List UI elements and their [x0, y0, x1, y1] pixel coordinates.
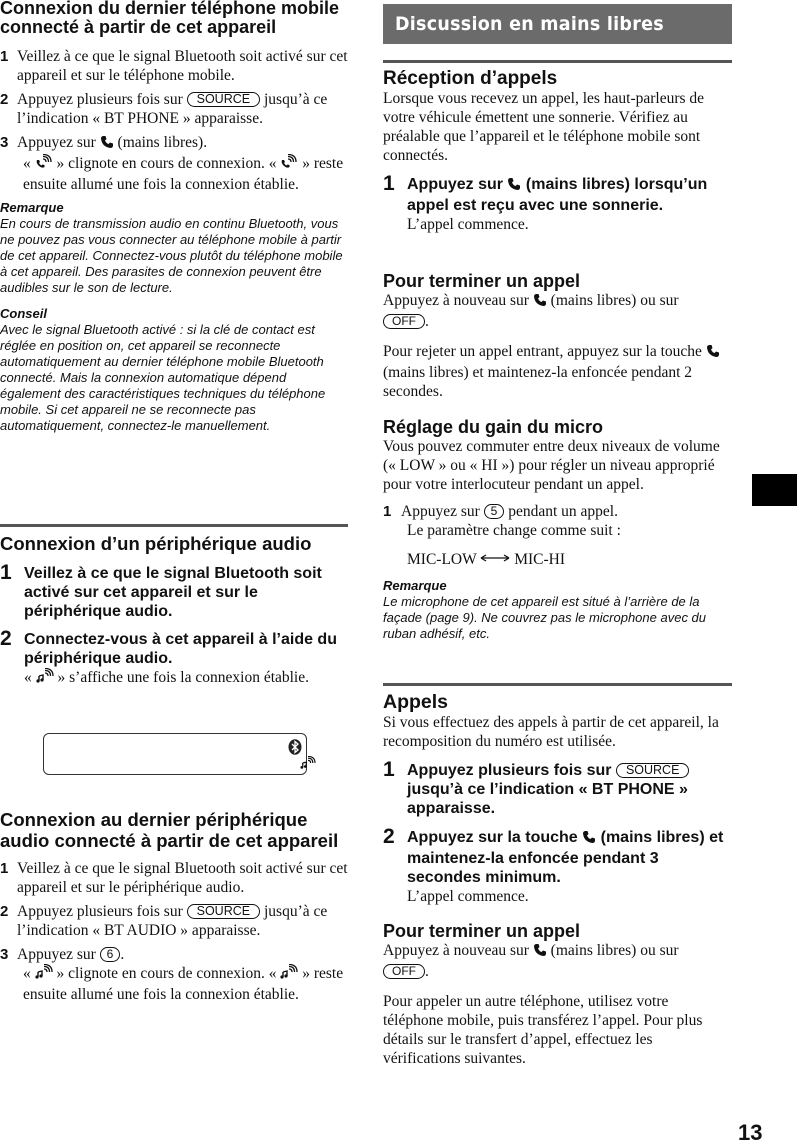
phone-icon: [706, 344, 720, 363]
section-last-audio: [0, 809, 348, 1004]
page-number: 13: [738, 1120, 763, 1145]
section-title: Réglage du gain du micro: [383, 417, 604, 437]
section-banner: Discussion en mains libres: [383, 4, 732, 44]
audio-connection-icon: [280, 964, 298, 985]
key-5: 5: [484, 504, 505, 519]
step-2: 2 Appuyez plusieurs fois sur SOURCE jusqu’à ce l’indication « BT AUDIO » apparaisse.: [0, 903, 328, 939]
audio-connection-icon: [300, 756, 316, 775]
step-1: 1 Appuyez sur (mains libres) lorsqu’un appel est reçu avec une sonnerie. L’appel commence.: [383, 172, 708, 233]
phone-icon: [507, 177, 521, 196]
section-last-phone: [0, 0, 348, 434]
step-1: 1 Veillez à ce que le signal Bluetooth soit activé sur cet appareil et sur le périphérique audio.: [0, 860, 348, 896]
source-key: SOURCE: [616, 763, 689, 778]
off-key: OFF: [383, 964, 425, 979]
phone-icon: [533, 293, 547, 312]
phone-connection-icon: [280, 154, 298, 175]
phone-icon: [582, 830, 596, 849]
section-title: Connexion d’un périphérique audio: [0, 533, 312, 554]
key-6: 6: [100, 947, 121, 962]
step-2: 2 Appuyez sur la touche (mains libres) et maintenez-la enfoncée pendant 3 secondes minimum. L’appel commence.: [383, 825, 724, 905]
phone-icon: [100, 135, 114, 154]
chapter-tab: [752, 474, 797, 506]
section-calls: Appels Si vous effectuez des appels à partir de cet appareil, la recomposition du numéro est utilisée. 1 Appuyez plusieurs fois sur SOURCE jusqu’à ce l’indication « BT PHONE » apparaisse. 2 Appuyez sur la touche (mains libres) et maintenez-la enfoncée pendant 3 secondes minimum. L’appel commence.: [383, 692, 732, 906]
step-2: 2 Appuyez plusieurs fois sur SOURCE jusqu’à ce l’indication « BT PHONE » apparaisse.: [0, 91, 328, 127]
source-key: SOURCE: [187, 904, 260, 919]
section-audio-device: [0, 533, 348, 689]
section-title: Réception d’appels: [383, 68, 558, 89]
audio-connection-icon: [35, 964, 53, 985]
display-illustration: [43, 733, 307, 775]
step-1: 1 Veillez à ce que le signal Bluetooth soit activé sur cet appareil et sur le téléphone mobile.: [0, 48, 348, 84]
off-key: OFF: [383, 314, 425, 329]
section-title: Connexion au dernier périphérique audio connecté à partir de cet appareil: [0, 809, 339, 851]
step-2: 2 Connectez-vous à cet appareil à l’aide du périphérique audio. « » s’affiche une fois la connexion établie.: [0, 630, 348, 689]
audio-connection-icon: [36, 668, 54, 689]
remark: Remarque En cours de transmission audio en continu Bluetooth, vous ne pouvez pas vous connecter au téléphone mobile à partir de cet appareil. Connectez-vous plutôt du téléphone mobile à cet appareil. Des parasites de connexion peuvent être audibles sur le son de lecture.: [0, 200, 343, 295]
section-divider: [383, 683, 732, 686]
source-key: SOURCE: [187, 92, 260, 107]
section-title: Appels: [383, 691, 449, 713]
section-title: Pour terminer un appel: [383, 271, 581, 291]
phone-icon: [533, 943, 547, 962]
section-divider: [383, 60, 732, 63]
step-1: 1 Appuyez plusieurs fois sur SOURCE jusqu’à ce l’indication « BT PHONE » apparaisse.: [383, 758, 688, 817]
step-1: 1 Veillez à ce que le signal Bluetooth soit activé sur cet appareil et sur le périphérique audio.: [0, 561, 322, 620]
step-3: 3 Appuyez sur (mains libres). « » clignote en cours de connexion. « » reste ensuite allumé une fois la connexion établie.: [0, 134, 344, 193]
section-title: Connexion du dernier téléphone mobile connecté à partir de cet appareil: [0, 0, 340, 37]
step-3: 3 Appuyez sur 6 . « » clignote en cours de connexion. « » reste ensuite allumé une fois la connexion établie.: [0, 946, 344, 1003]
section-divider: [0, 524, 348, 527]
section-title: Pour terminer un appel: [383, 921, 581, 941]
remark: Remarque Le microphone de cet appareil est situé à l’arrière de la façade (page 9). Ne couvrez pas le microphone avec du ruban adhésif, etc.: [383, 578, 707, 641]
section-mic-gain: Réglage du gain du micro Vous pouvez commuter entre deux niveaux de volume (« LOW » ou « HI ») pour régler un niveau approprié pour votre interlocuteur pendant un appel. 1 Appuyez sur 5 pendant un appel. Le paramètre change comme suit : MIC-LOW MIC-HI Remarque Le microphone de cet appareil est situé à l’arrière de la façade (page 9). Ne couvrez pas le microphone avec du ruban adhésif, etc.: [383, 418, 732, 642]
section-reception: Réception d’appels Lorsque vous recevez un appel, les haut-parleurs de votre véhicule émettent une sonnerie. Vérifiez au préalable que l’appareil et le téléphone mobile sont connectés. 1 Appuyez sur (mains libres) lorsqu’un appel est reçu avec une sonnerie. L’appel commence.: [383, 68, 732, 234]
phone-connection-icon: [35, 154, 53, 175]
section-end-call-1: Pour terminer un appel Appuyez à nouveau sur (mains libres) ou sur OFF . Pour rejeter un appel entrant, appuyez sur la touche (mains libres) et maintenez-la enfoncée pendant 2 secondes.: [383, 272, 732, 401]
tip: Conseil Avec le signal Bluetooth activé : si la clé de contact est réglée en position on, cet appareil se reconnecte automatiquement au dernier téléphone mobile Bluetooth connecté. Mais la connexion automatique dépend également des caractéristiques techniques du téléphone mobile. Si cet appareil ne se reconnecte pas automatiquement, connectez-le manuellement.: [0, 306, 326, 433]
double-arrow-icon: [480, 548, 510, 567]
step-1: 1 Appuyez sur 5 pendant un appel. Le paramètre change comme suit : MIC-LOW MIC-HI: [383, 503, 621, 568]
section-end-call-2: Pour terminer un appel Appuyez à nouveau sur (mains libres) ou sur OFF . Pour appeler un autre téléphone, utilisez votre téléphone mobile, puis transférez l’appel. Pour plus détails sur le transfert d’appel, effectuez les vérifications suivantes.: [383, 922, 732, 1068]
